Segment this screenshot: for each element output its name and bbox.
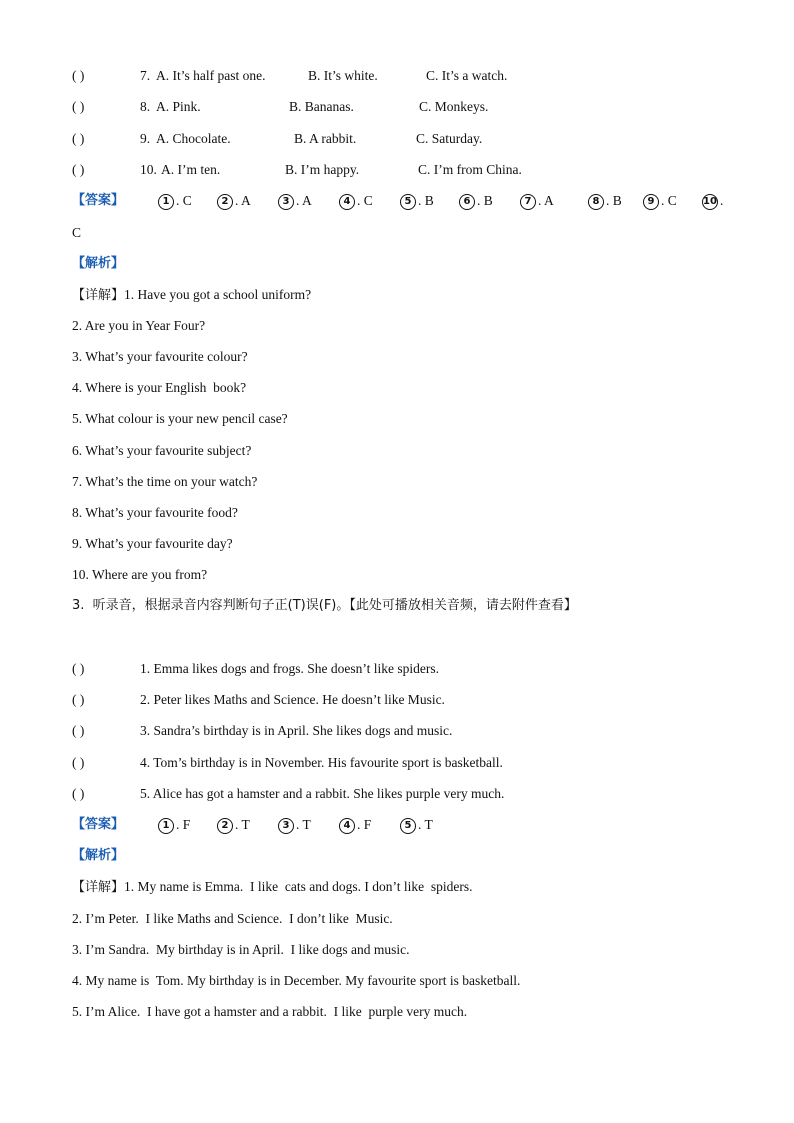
- option-b: B. I’m happy.: [285, 162, 360, 177]
- option-a: A. I’m ten.: [161, 162, 221, 177]
- answer-blank: ( ): [72, 723, 85, 738]
- option-a: A. Chocolate.: [156, 131, 231, 146]
- answer-wrap: C: [72, 225, 82, 240]
- answer-label: 【答案】: [72, 817, 125, 832]
- answer-item: 5 . T: [400, 816, 433, 834]
- answer-item: 1 . C: [158, 192, 192, 210]
- question-text: 3. Sandra’s birthday is in April. She likes dogs and music.: [140, 723, 453, 738]
- option-a: A. Pink.: [156, 99, 201, 114]
- answer-label: 【答案】: [72, 193, 125, 208]
- question-text: 4. Tom’s birthday is in November. His favourite sport is basketball.: [140, 755, 503, 770]
- answer-item: 4 . C: [339, 192, 373, 210]
- answer-blank: ( ): [72, 162, 85, 177]
- option-b: B. Bananas.: [289, 99, 354, 114]
- detail-line: 2. I’m Peter. I like Maths and Science. I don’t like Music.: [72, 911, 393, 926]
- detail-line: 4. Where is your English book?: [72, 380, 247, 395]
- question-text: 2. Peter likes Maths and Science. He doesn’t like Music.: [140, 692, 445, 707]
- answer-blank: ( ): [72, 786, 85, 801]
- option-c: C. It’s a watch.: [426, 68, 508, 83]
- answer-blank: ( ): [72, 661, 85, 676]
- detail-line: 5. I’m Alice. I have got a hamster and a rabbit. I like purple very much.: [72, 1004, 468, 1019]
- detail-label: 【详解】: [72, 288, 125, 303]
- answer-blank: ( ): [72, 131, 85, 146]
- answer-item: 5 . B: [400, 192, 434, 210]
- detail-label: 【详解】: [72, 880, 125, 895]
- detail-line: 7. What’s the time on your watch?: [72, 474, 258, 489]
- answer-item: 9 . C: [643, 192, 677, 210]
- section-instruction: 3. 听录音，根据录音内容判断句子正(T)误(F)。【此处可播放相关音频，请去附件查看】: [72, 598, 577, 613]
- answer-item: 7 . A: [520, 192, 554, 210]
- question-number: 10.: [140, 162, 157, 177]
- answer-item: 4 . F: [339, 816, 371, 834]
- detail-line: 5. What colour is your new pencil case?: [72, 411, 288, 426]
- answer-item: 6 . B: [459, 192, 493, 210]
- detail-line: 【详解】1. Have you got a school uniform?: [72, 287, 312, 303]
- detail-line: 4. My name is Tom. My birthday is in December. My favourite sport is basketball.: [72, 973, 521, 988]
- option-b: B. A rabbit.: [294, 131, 357, 146]
- question-number: 7.: [140, 68, 151, 83]
- option-c: C. Saturday.: [416, 131, 483, 146]
- option-c: C. I’m from China.: [418, 162, 522, 177]
- answer-item: 2 . T: [217, 816, 250, 834]
- detail-line: 3. What’s your favourite colour?: [72, 349, 248, 364]
- option-a: A. It’s half past one.: [156, 68, 266, 83]
- detail-line: 10. Where are you from?: [72, 567, 208, 582]
- analysis-label: 【解析】: [72, 256, 125, 271]
- answer-item: 1 . F: [158, 816, 190, 834]
- detail-line: 8. What’s your favourite food?: [72, 505, 238, 520]
- question-number: 8.: [140, 99, 151, 114]
- answer-item: 10 .: [703, 193, 724, 208]
- answer-blank: ( ): [72, 99, 85, 114]
- analysis-label: 【解析】: [72, 848, 125, 863]
- answer-blank: ( ): [72, 755, 85, 770]
- answer-blank: ( ): [72, 68, 85, 83]
- option-b: B. It’s white.: [308, 68, 378, 83]
- detail-line: 2. Are you in Year Four?: [72, 318, 206, 333]
- detail-line: 3. I’m Sandra. My birthday is in April. I like dogs and music.: [72, 942, 410, 957]
- question-text: 1. Emma likes dogs and frogs. She doesn’t like spiders.: [140, 661, 439, 676]
- question-number: 9.: [140, 131, 151, 146]
- question-text: 5. Alice has got a hamster and a rabbit. She likes purple very much.: [140, 786, 505, 801]
- detail-line: 9. What’s your favourite day?: [72, 536, 233, 551]
- answer-blank: ( ): [72, 692, 85, 707]
- answer-item: 3 . T: [278, 816, 311, 834]
- option-c: C. Monkeys.: [419, 99, 489, 114]
- detail-line: 【详解】1. My name is Emma. I like cats and dogs. I don’t like spiders.: [72, 879, 473, 895]
- answer-item: 8 . B: [588, 192, 622, 210]
- answer-item: 2 . A: [217, 192, 251, 210]
- detail-line: 6. What’s your favourite subject?: [72, 443, 252, 458]
- answer-item: 3 . A: [278, 192, 312, 210]
